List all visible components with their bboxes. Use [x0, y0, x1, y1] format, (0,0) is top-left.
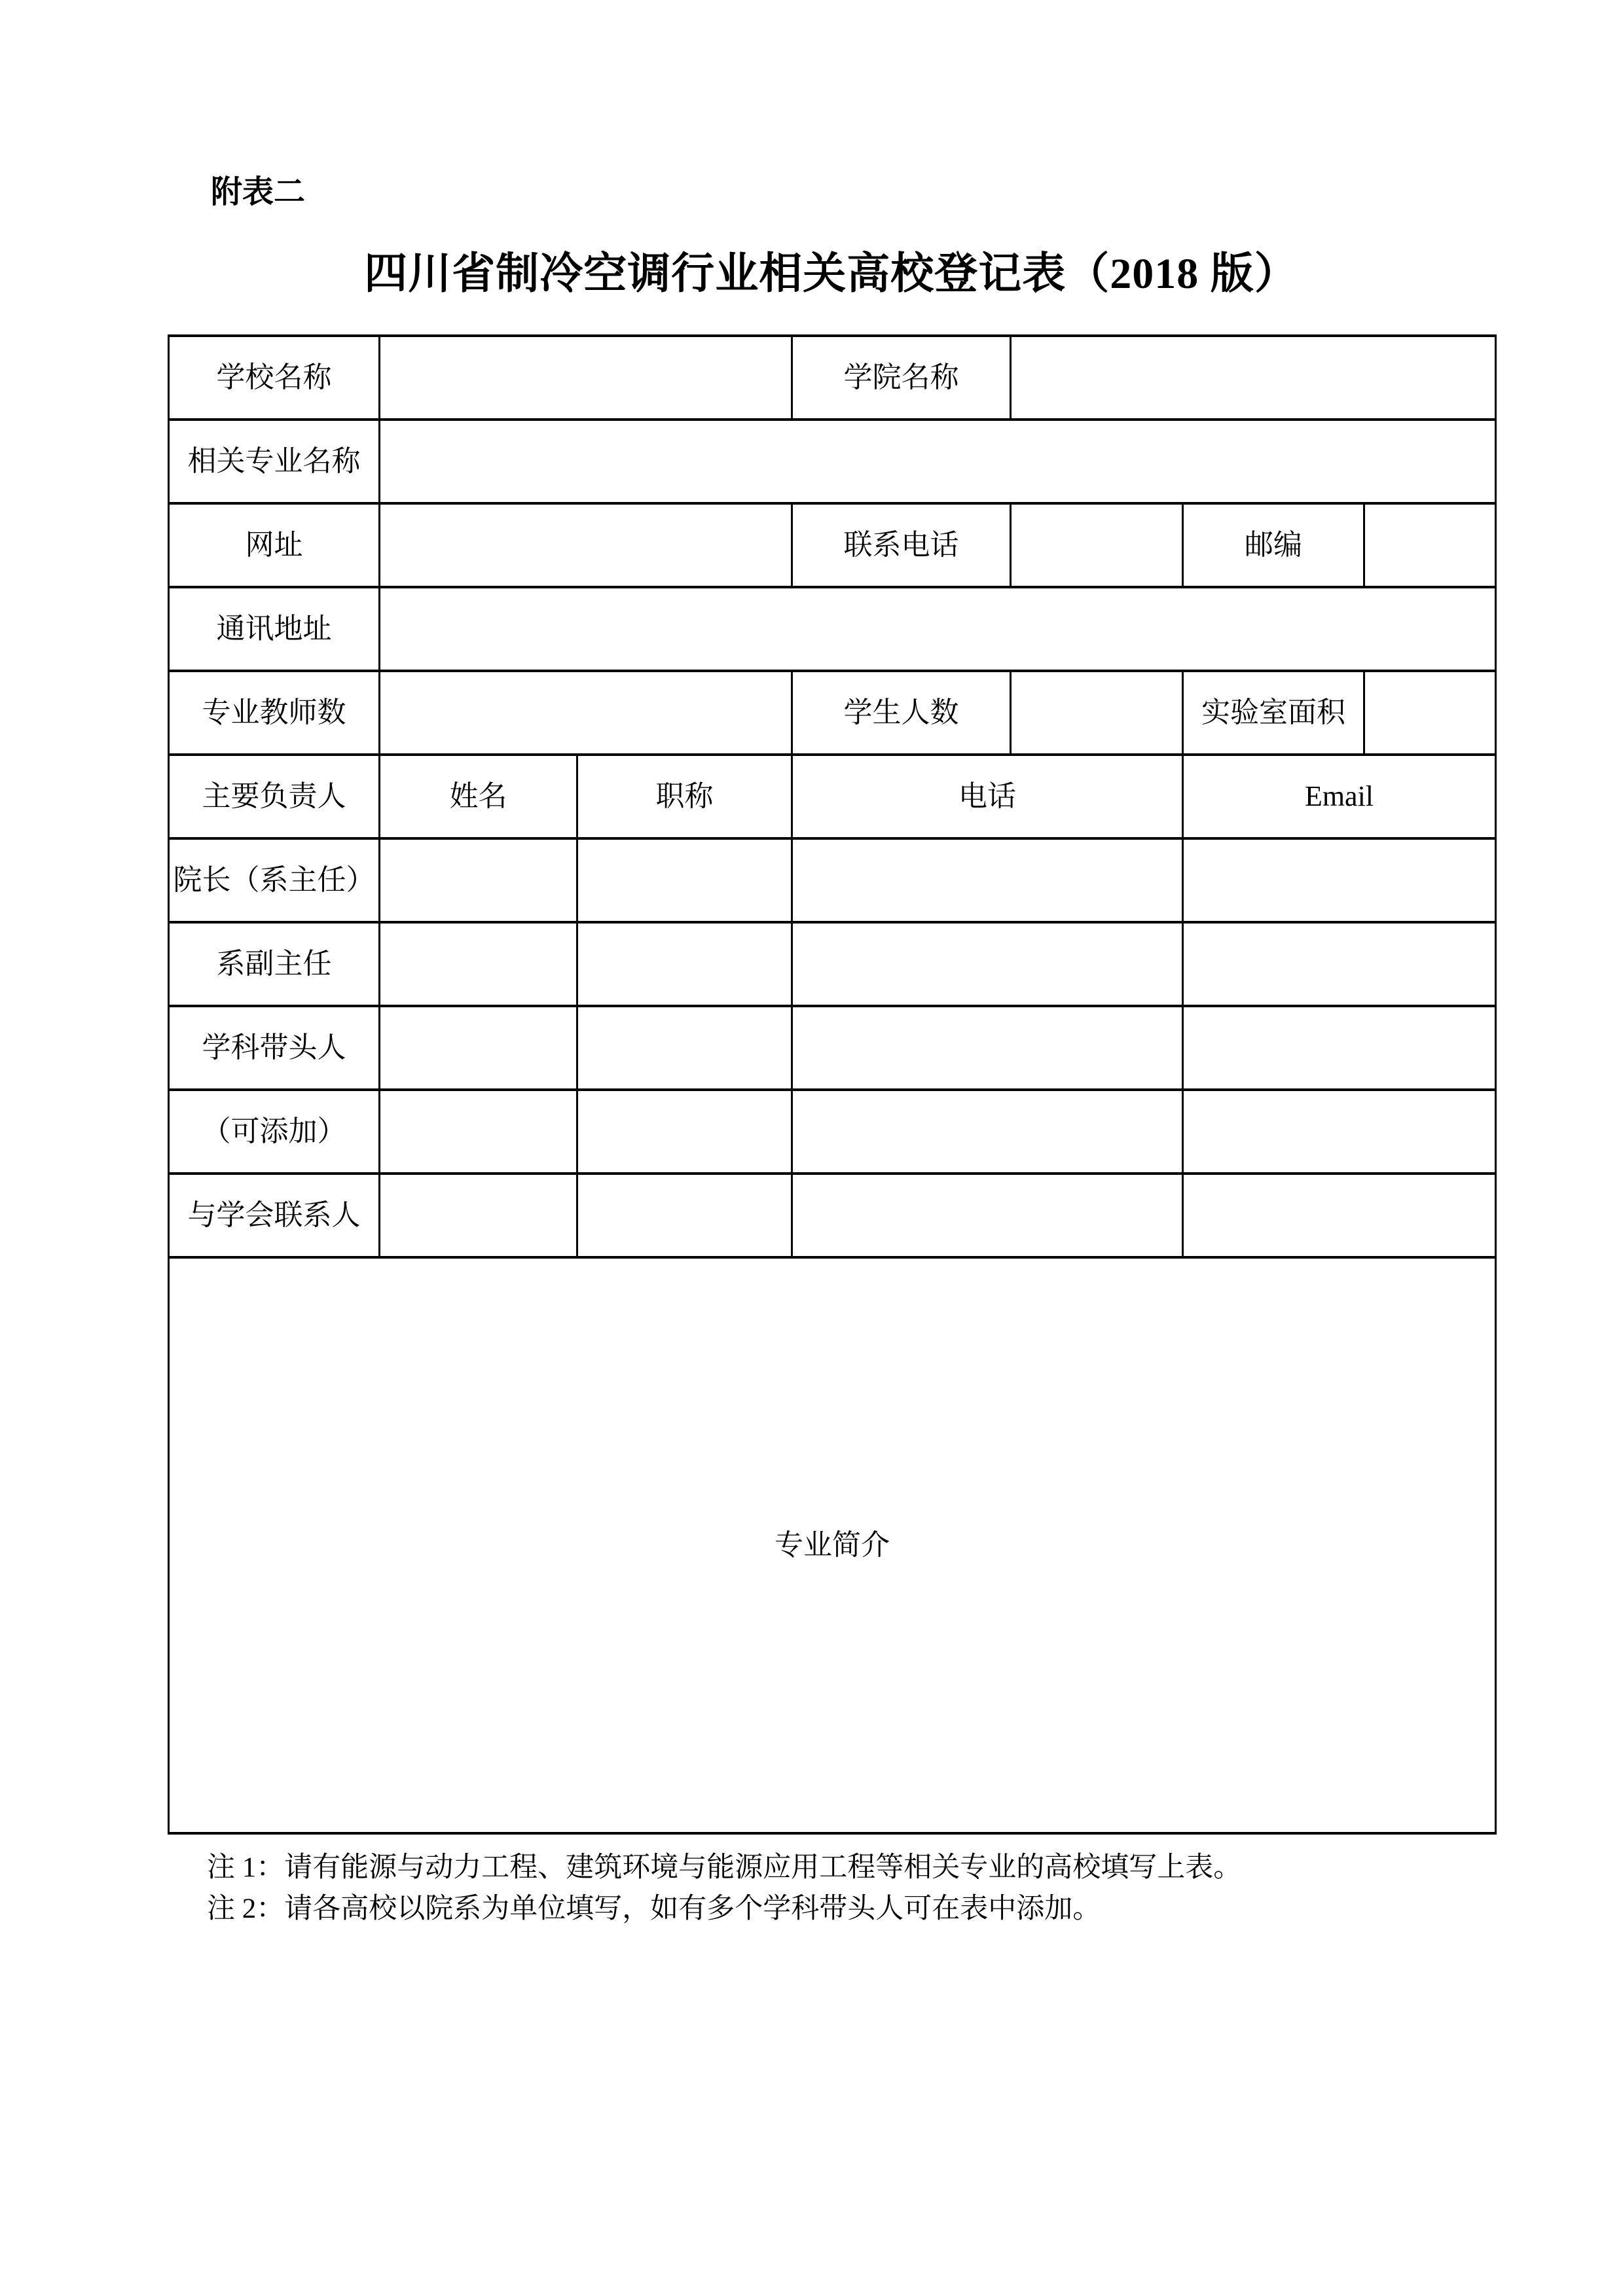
deputy-head-title-field[interactable]: [577, 922, 792, 1006]
registration-table: [168, 334, 1497, 1835]
discipline-leader-name-field[interactable]: [380, 1006, 577, 1090]
dean-email-field[interactable]: [1183, 838, 1496, 922]
notes-block: [207, 1847, 1241, 1929]
dean-label: 院长（系主任）: [169, 838, 380, 922]
table-row-counts: [169, 671, 1496, 755]
student-count-label: 学生人数: [792, 671, 1011, 755]
postcode-label: 邮编: [1183, 503, 1364, 587]
table-row-related-major: [169, 420, 1496, 503]
dean-name-field[interactable]: [380, 838, 577, 922]
society-contact-label: 与学会联系人: [169, 1174, 380, 1257]
email-column-header: Email: [1183, 755, 1496, 838]
appendix-label: 附表二: [211, 175, 306, 209]
mailing-address-label: 通讯地址: [169, 587, 380, 671]
addable-title-field[interactable]: [577, 1090, 792, 1174]
table-row-school: [169, 336, 1496, 420]
society-contact-name-field[interactable]: [380, 1174, 577, 1257]
website-label: 网址: [169, 503, 380, 587]
table-row-mailing-address: [169, 587, 1496, 671]
addable-name-field[interactable]: [380, 1090, 577, 1174]
table-row-dean: [169, 838, 1496, 922]
major-intro-label: 专业简介: [775, 1528, 890, 1561]
discipline-leader-phone-field[interactable]: [792, 1006, 1183, 1090]
deputy-head-label: 系副主任: [169, 922, 380, 1006]
discipline-leader-email-field[interactable]: [1183, 1006, 1496, 1090]
teacher-count-label: 专业教师数: [169, 671, 380, 755]
deputy-head-email-field[interactable]: [1183, 922, 1496, 1006]
society-contact-email-field[interactable]: [1183, 1174, 1496, 1257]
mailing-address-field[interactable]: [380, 587, 1496, 671]
contact-phone-label: 联系电话: [792, 503, 1011, 587]
table-row-society-contact: [169, 1174, 1496, 1257]
student-count-field[interactable]: [1011, 671, 1183, 755]
note-line-2: 注 2：请各高校以院系为单位填写，如有多个学科带头人可在表中添加。: [207, 1893, 1101, 1924]
phone-column-header: 电话: [792, 755, 1183, 838]
table-row-website: [169, 503, 1496, 587]
table-row-major-intro: [169, 1257, 1496, 1833]
major-intro-field[interactable]: [169, 1257, 1496, 1833]
teacher-count-field[interactable]: [380, 671, 792, 755]
society-contact-phone-field[interactable]: [792, 1174, 1183, 1257]
society-contact-title-field[interactable]: [577, 1174, 792, 1257]
lab-area-label: 实验室面积: [1183, 671, 1364, 755]
college-name-field[interactable]: [1011, 336, 1496, 420]
school-name-label: 学校名称: [169, 336, 380, 420]
dean-title-field[interactable]: [577, 838, 792, 922]
note-line-1: 注 1：请有能源与动力工程、建筑环境与能源应用工程等相关专业的高校填写上表。: [207, 1852, 1242, 1883]
table-row-principal-header: [169, 755, 1496, 838]
deputy-head-name-field[interactable]: [380, 922, 577, 1006]
name-column-header: 姓名: [380, 755, 577, 838]
addable-label: （可添加）: [169, 1090, 380, 1174]
discipline-leader-label: 学科带头人: [169, 1006, 380, 1090]
related-major-label: 相关专业名称: [169, 420, 380, 503]
related-major-field[interactable]: [380, 420, 1496, 503]
postcode-field[interactable]: [1364, 503, 1496, 587]
dean-phone-field[interactable]: [792, 838, 1183, 922]
college-name-label: 学院名称: [792, 336, 1011, 420]
document-title: 四川省制冷空调行业相关高校登记表（2018 版）: [364, 250, 1298, 298]
website-field[interactable]: [380, 503, 792, 587]
discipline-leader-title-field[interactable]: [577, 1006, 792, 1090]
table-row-deputy-head: [169, 922, 1496, 1006]
deputy-head-phone-field[interactable]: [792, 922, 1183, 1006]
addable-phone-field[interactable]: [792, 1090, 1183, 1174]
table-row-addable: [169, 1090, 1496, 1174]
principal-label: 主要负责人: [169, 755, 380, 838]
school-name-field[interactable]: [380, 336, 792, 420]
lab-area-field[interactable]: [1364, 671, 1496, 755]
table-row-discipline-leader: [169, 1006, 1496, 1090]
contact-phone-field[interactable]: [1011, 503, 1183, 587]
addable-email-field[interactable]: [1183, 1090, 1496, 1174]
title-column-header: 职称: [577, 755, 792, 838]
